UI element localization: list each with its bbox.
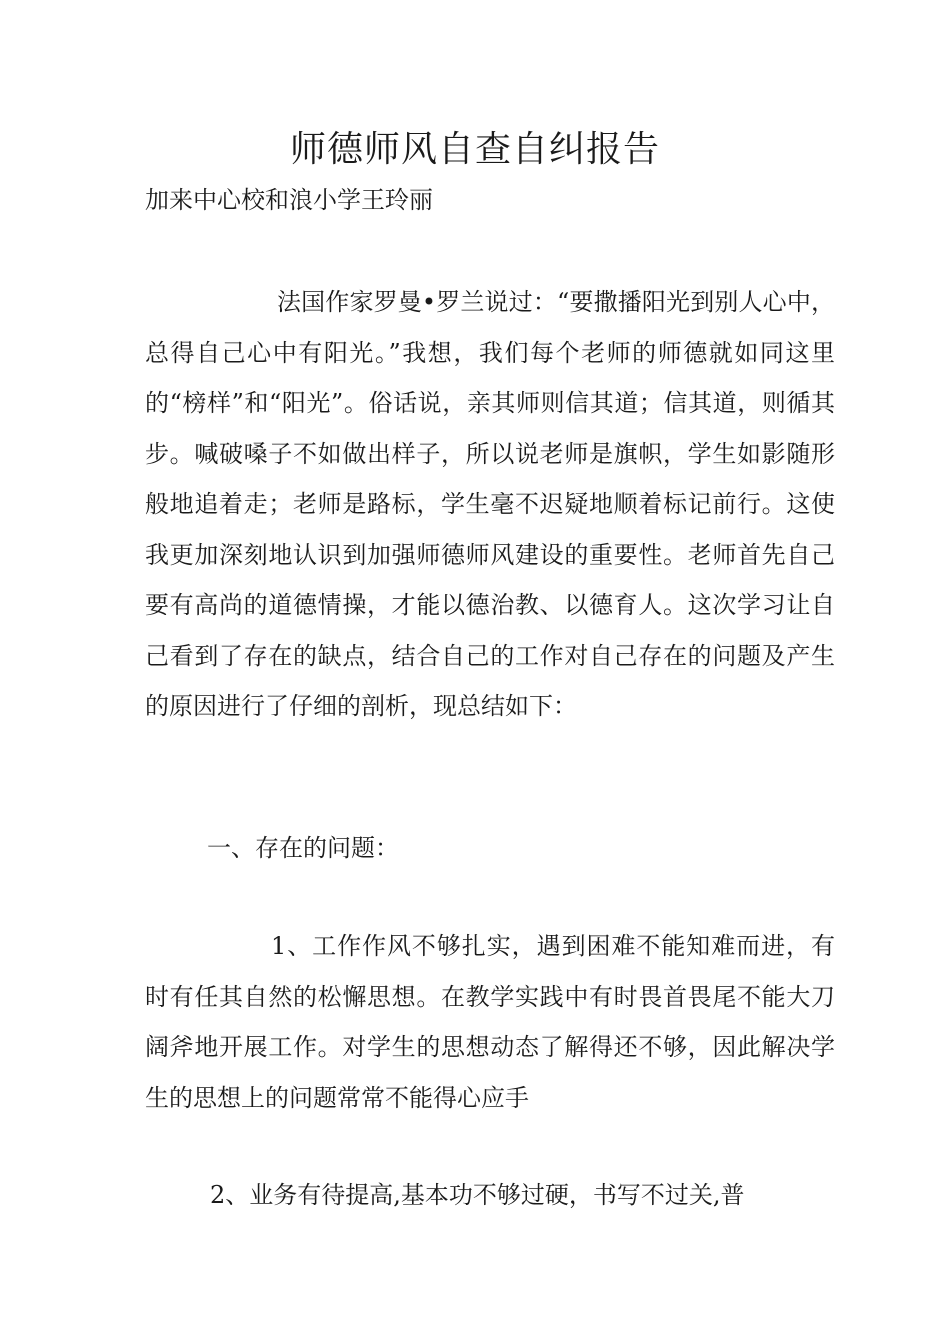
issue-item-2: 2、业务有待提高,基本功不够过硬，书写不过关,普 [210, 1181, 745, 1209]
author-line: 加来中心校和浪小学王玲丽 [145, 186, 433, 214]
document-title: 师德师风自查自纠报告 [289, 129, 660, 170]
intro-paragraph: 法国作家罗曼•罗兰说过：“要撒播阳光到别人心中，总得自己心中有阳光。”我想，我们每个老师的师德就如同这里的“榜样”和“阳光”。俗话说，亲其师则信其道；信其道，则循其步。喊破嗓子不如做出样子，所以说老师是旗帜，学生如影随形般地追着走；老师是路标，学生毫不迟疑地顺着标记前行。这使我更加深刻地认识到加强师德师风建设的重要性。老师首先自己要有高尚的道德情操，才能以德治教、以德育人。这次学习让自己看到了存在的缺点，结合自己的工作对自己存在的问题及产生的原因进行了仔细的剖析，现总结如下： [145, 288, 835, 720]
section-heading: 一、存在的问题： [207, 834, 399, 862]
issue-item-1: 1、工作作风不够扎实，遇到困难不能知难而进，有时有任其自然的松懈思想。在教学实践中有时畏首畏尾不能大刀阔斧地开展工作。对学生的思想动态了解得还不够，因此解决学生的思想上的问题常常不能得心应手 [145, 932, 835, 1112]
